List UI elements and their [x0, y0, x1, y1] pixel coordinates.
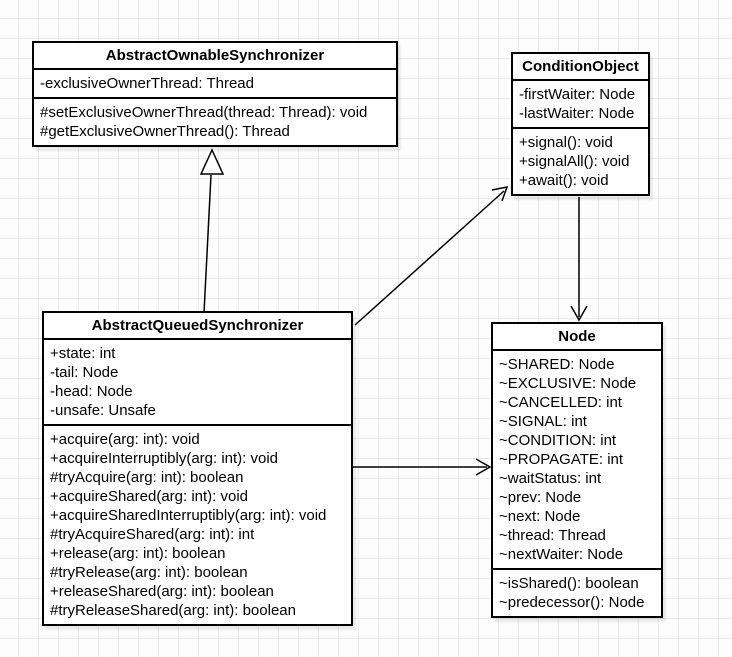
member-row: ~nextWaiter: Node	[499, 546, 624, 563]
association-arrow-aqs-to-conditionobject[interactable]	[355, 187, 507, 325]
class-node[interactable]	[491, 322, 663, 618]
member-row: ~thread: Thread	[499, 527, 606, 544]
attributes-compartment	[493, 351, 661, 570]
member-row: #tryReleaseShared(arg: int): boolean	[50, 602, 296, 619]
open-arrowhead-icon	[476, 459, 490, 475]
member-row: +release(arg: int): boolean	[50, 545, 226, 562]
attributes-compartment	[44, 340, 351, 426]
member-row: +signalAll(): void	[519, 153, 630, 170]
member-row: ~waitStatus: int	[499, 470, 602, 487]
methods-compartment	[44, 426, 351, 624]
member-row: #getExclusiveOwnerThread(): Thread	[40, 123, 290, 140]
class-name: AbstractQueuedSynchronizer	[44, 313, 351, 340]
member-row: ~PROPAGATE: int	[499, 451, 624, 468]
class-name: AbstractOwnableSynchronizer	[34, 43, 396, 70]
member-row: +signal(): void	[519, 134, 613, 151]
member-row: #setExclusiveOwnerThread(thread: Thread): void	[40, 104, 368, 121]
attributes-compartment	[34, 70, 396, 99]
member-row: ~next: Node	[499, 508, 581, 525]
member-row: +acquire(arg: int): void	[50, 431, 200, 448]
member-row: #tryRelease(arg: int): boolean	[50, 564, 248, 581]
member-row: -unsafe: Unsafe	[50, 402, 156, 419]
generalization-arrow-aqs-to-abstractownablesynchronizer[interactable]	[201, 150, 223, 313]
class-abstract-queued-synchronizer[interactable]	[42, 311, 353, 626]
member-row: ~EXCLUSIVE: Node	[499, 375, 637, 392]
member-row: ~SHARED: Node	[499, 356, 615, 373]
methods-compartment	[493, 570, 661, 616]
member-row: ~CONDITION: int	[499, 432, 617, 449]
class-name: ConditionObject	[513, 54, 648, 81]
methods-compartment	[513, 129, 648, 194]
member-row: #tryAcquire(arg: int): boolean	[50, 469, 244, 486]
hollow-triangle-arrowhead-icon	[201, 150, 223, 174]
member-row: ~isShared(): boolean	[499, 575, 639, 592]
member-row: +acquireShared(arg: int): void	[50, 488, 249, 505]
association-arrow-conditionobject-to-node[interactable]	[571, 197, 587, 320]
association-arrow-aqs-to-node[interactable]	[352, 459, 490, 475]
member-row: -firstWaiter: Node	[519, 86, 636, 103]
member-row: ~SIGNAL: int	[499, 413, 587, 430]
member-row: +releaseShared(arg: int): boolean	[50, 583, 274, 600]
member-row: ~CANCELLED: int	[499, 394, 622, 411]
member-row: ~predecessor(): Node	[499, 594, 645, 611]
member-row: +await(): void	[519, 172, 609, 189]
member-row: #tryAcquireShared(arg: int): int	[50, 526, 255, 543]
open-arrowhead-icon	[492, 187, 507, 201]
methods-compartment	[34, 99, 396, 145]
member-row: +acquireInterruptibly(arg: int): void	[50, 450, 279, 467]
member-row: +acquireSharedInterruptibly(arg: int): void	[50, 507, 327, 524]
member-row: -exclusiveOwnerThread: Thread	[40, 75, 254, 92]
member-row: -head: Node	[50, 383, 133, 400]
attributes-compartment	[513, 81, 648, 129]
class-name: Node	[493, 324, 661, 351]
open-arrowhead-icon	[571, 306, 587, 320]
member-row: -tail: Node	[50, 364, 119, 381]
member-row: +state: int	[50, 345, 116, 362]
class-condition-object[interactable]	[511, 52, 650, 196]
member-row: -lastWaiter: Node	[519, 105, 635, 122]
class-abstract-ownable-synchronizer[interactable]	[32, 41, 398, 147]
member-row: ~prev: Node	[499, 489, 582, 506]
